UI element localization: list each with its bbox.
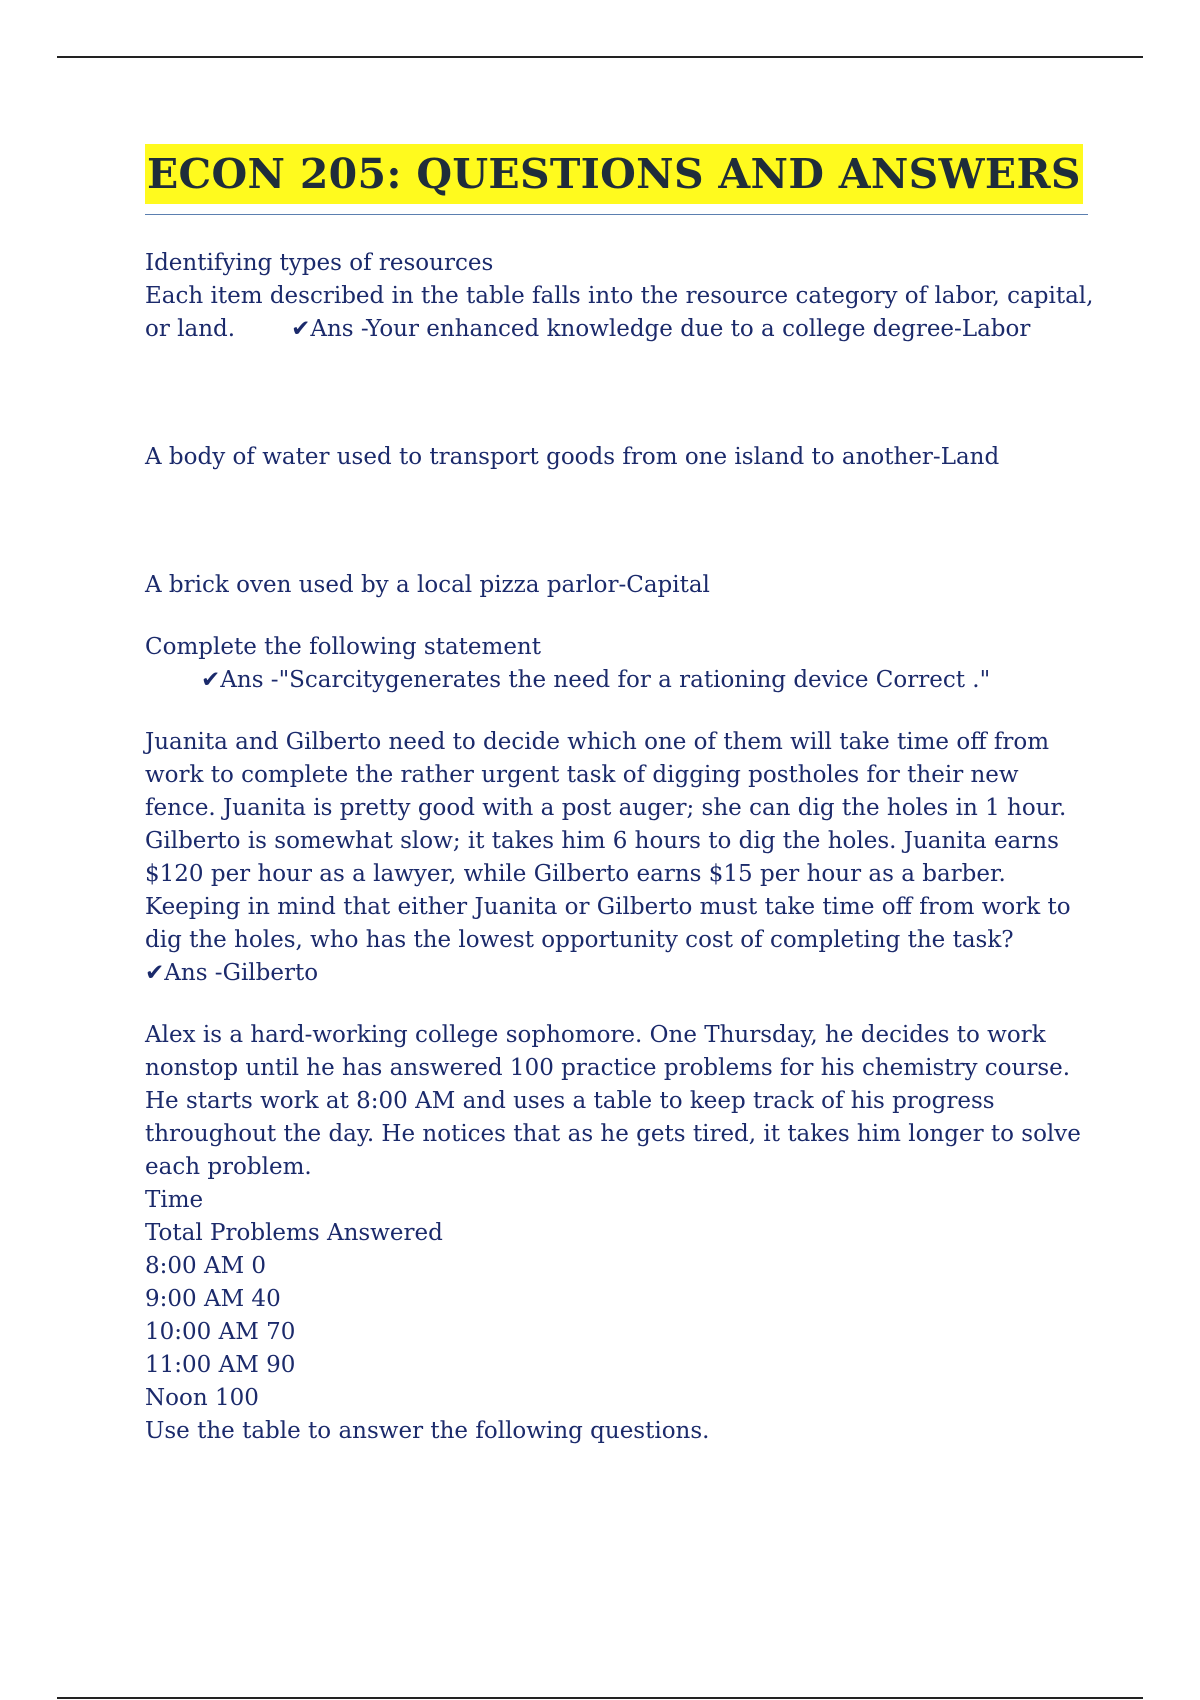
answer-text: ✔Ans -"Scarcitygenerates the need for a rationing device Correct ." — [201, 667, 991, 693]
document-body — [145, 247, 1095, 1448]
question-text: Juanita and Gilberto need to decide which one of them will take time off from work to complete the rather urgent task of digging postholes for their new fence. Juanita is pretty good with a post auger; she can dig the holes in 1 hour. Gilberto is somewhat slow; it takes him 6 hours to dig the holes. Juanita earns $120 per hour as a lawyer, while Gilberto earns $15 per hour as a barber. Keeping in mind that either Juanita or Gilberto must take time off from work to dig the holes, who has the lowest opportunity cost of completing the task? — [145, 729, 1071, 953]
table-row: 10:00 AM 70 — [145, 1319, 296, 1345]
question-text-body: Complete the following statement — [145, 634, 541, 660]
answer-item: A body of water used to transport goods from one island to another-Land — [145, 444, 1000, 470]
answer-item: A brick oven used by a local pizza parlor-Capital — [145, 572, 710, 598]
page-title: ECON 205: QUESTIONS AND ANSWERS — [145, 144, 1083, 204]
question-heading: Identifying types of resources — [145, 250, 494, 276]
header-rule — [57, 56, 1143, 58]
footer-rule — [57, 1697, 1143, 1699]
title-block — [145, 144, 1089, 204]
spacer — [145, 602, 1095, 631]
question-text — [145, 631, 1095, 697]
table-row: 9:00 AM 40 — [145, 1286, 281, 1312]
table-row: Noon 100 — [145, 1385, 259, 1411]
table-header-time: Time — [145, 1187, 204, 1213]
table-header-problems: Total Problems Answered — [145, 1220, 443, 1246]
answer-text: ✔Ans -Your enhanced knowledge due to a college degree-Labor — [291, 316, 1031, 342]
instruction-text: Use the table to answer the following questions. — [145, 1418, 710, 1444]
table-row: 11:00 AM 90 — [145, 1352, 296, 1378]
answer-text: ✔Ans -Gilberto — [145, 960, 319, 986]
spacer — [145, 346, 1095, 412]
question-text — [145, 280, 1095, 346]
spacer — [145, 474, 1095, 540]
table-row: 8:00 AM 0 — [145, 1253, 267, 1279]
spacer — [145, 540, 1095, 569]
question-text-body: Each item described in the table falls into the resource category of labor, capital, or land. — [145, 283, 1094, 342]
spacer — [145, 412, 1095, 441]
spacer — [145, 990, 1095, 1019]
title-underline — [145, 214, 1088, 215]
question-text: Alex is a hard-working college sophomore. One Thursday, he decides to work nonstop until he has answered 100 practice problems for his chemistry course. He starts work at 8:00 AM and uses a table to keep track of his progress throughout the day. He notices that as he gets tired, it takes him longer to solve each problem. — [145, 1022, 1081, 1180]
spacer — [145, 697, 1095, 726]
